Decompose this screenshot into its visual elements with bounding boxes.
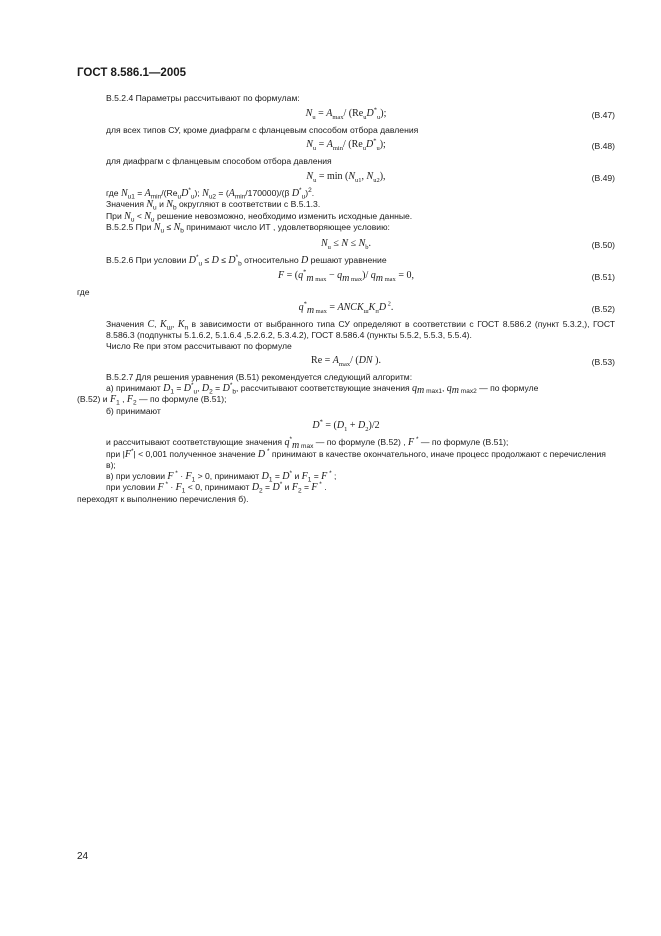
equation-b52 xyxy=(77,301,615,316)
paragraph-b526: В.5.2.6 При условии $D^*_u \le D \le D^*_b$ относительно D решают уравнение xyxy=(106,253,387,268)
paragraph-step-a: а) принимают $D_1 = D^*_u$, $D_2 = D^*_b$, рассчитывают соответствующие значения $q_{m max1}$, $q_{m max2}$ — по формуле xyxy=(106,381,539,397)
equation-b51 xyxy=(77,269,615,284)
equation-number: (В.50) xyxy=(591,239,615,250)
equation-number: (В.53) xyxy=(591,357,615,367)
equation-number: (В.52) xyxy=(591,303,615,314)
paragraph-go-to-b: переходят к выполнению перечисления б). xyxy=(77,493,249,504)
paragraph-where-nu: где $N_{u1} = A_{min}/(Re_uD^*_u)$; $N_{u2} = (A_{min}/170000)/(\beta$ $D^*_u)^2$. xyxy=(106,186,315,201)
formula-b51: $F = (q^*_{m max} - q_{m max})/$ $q_{m max} = 0$, xyxy=(278,268,414,284)
paragraph-b524: В.5.2.4 Параметры рассчитывают по формулам: xyxy=(106,93,300,103)
paragraph-step-v: в) при условии F $^* \cdot F_1 > 0$, принимают $D_1 = D^*$ и $F_1 = F$ * ; xyxy=(106,469,337,484)
equation-b49 xyxy=(77,170,615,185)
equation-b53 xyxy=(77,354,615,369)
paragraph-all-types: для всех типов СУ, кроме диафрагм с фланцевым способом отбора давления xyxy=(106,124,419,135)
equation-number: (В.51) xyxy=(591,272,615,282)
equation-number: (В.47) xyxy=(591,109,615,120)
paragraph-b525: В.5.2.5 При $N_u \le N_b$ принимают число ИТ , удовлетворяющее условию: xyxy=(106,222,390,235)
paragraph-flange: для диафрагм с фланцевым способом отбора давления xyxy=(106,156,332,166)
paragraph-step-v-alt: при условии F $^* \cdot F_1 < 0$, принимают $D_2 = D^*$ и $F_2 = F$ * . xyxy=(106,481,327,495)
formula-d-star: $D^* = (D_1 + D_2)/2$ xyxy=(312,418,380,433)
paragraph-re: Число Re при этом рассчитывают по формуле xyxy=(106,340,292,351)
paragraph-step-b: б) принимают xyxy=(106,405,161,416)
paragraph-b527: В.5.2.7 Для решения уравнения (В.51) рекомендуется следующий алгоритм: xyxy=(106,372,413,382)
paragraph-step-b-cond: при |F*| < 0,001 полученное значение D * принимают в качестве окончательного, иначе процесс продолжают с перечисления в); xyxy=(106,447,606,470)
paragraph-step-b-calc: и рассчитывают соответствующие значения $q^*_{m max}$ — по формуле (В.52) , F * — по формуле (В.51); xyxy=(106,436,509,451)
formula-b52: $q^*_{m max}$ = $ANCK_шK_пD$ $^2$. xyxy=(298,300,394,316)
formula-b50: $N_u \le N \le N_b$. xyxy=(320,237,371,251)
equation-b48 xyxy=(77,138,615,153)
equation-b50 xyxy=(77,237,615,252)
equation-number: (В.49) xyxy=(591,172,615,183)
equation-b47 xyxy=(77,107,615,122)
formula-b48: $N_u = A_{min}/$ $(Re_uD^*_u)$; xyxy=(306,137,386,152)
paragraph-step-a-cont: (В.52) и $F_1$ , $F_2$ — по формуле (В.51); xyxy=(77,394,227,407)
equation-d-star xyxy=(77,419,615,434)
paragraph-values-c-k: Значения C, $K_ш$, $K_п$ в зависимости от выбранного типа СУ определяют в соответствии с ГОСТ 8.586.2 (пункт 5.3.2,), ГОСТ 8.586.3 (подпункты 5.1.6.2, 5.1.6.4 ,5.2.6.2, 5.3.4.2), ГОСТ 8.586.4 (пункты 5.5.2, 5.5.3, 5.5.4). xyxy=(106,318,615,340)
page-number: 24 xyxy=(77,851,89,862)
formula-b53: $Re = A_{max}/$ (DN ). xyxy=(311,355,381,368)
paragraph-rounding: Значения $N_u$ и $N_b$ округляют в соответствии с В.5.1.3. xyxy=(106,199,321,212)
formula-b47: $N_u = A_{max}/$ $(Re_uD^*_u)$; xyxy=(305,106,387,121)
paragraph-impossible: При $N_u < N_u$ решение невозможно, необходимо изменить исходные данные. xyxy=(106,210,413,224)
page-header: ГОСТ 8.586.1—2005 xyxy=(77,67,187,79)
page-content xyxy=(77,93,615,504)
paragraph-gde: где xyxy=(77,287,90,297)
equation-number: (В.48) xyxy=(591,141,615,151)
formula-b49: $N_u = \min (N_{u1}$, $N_{u2}$), xyxy=(306,170,386,184)
